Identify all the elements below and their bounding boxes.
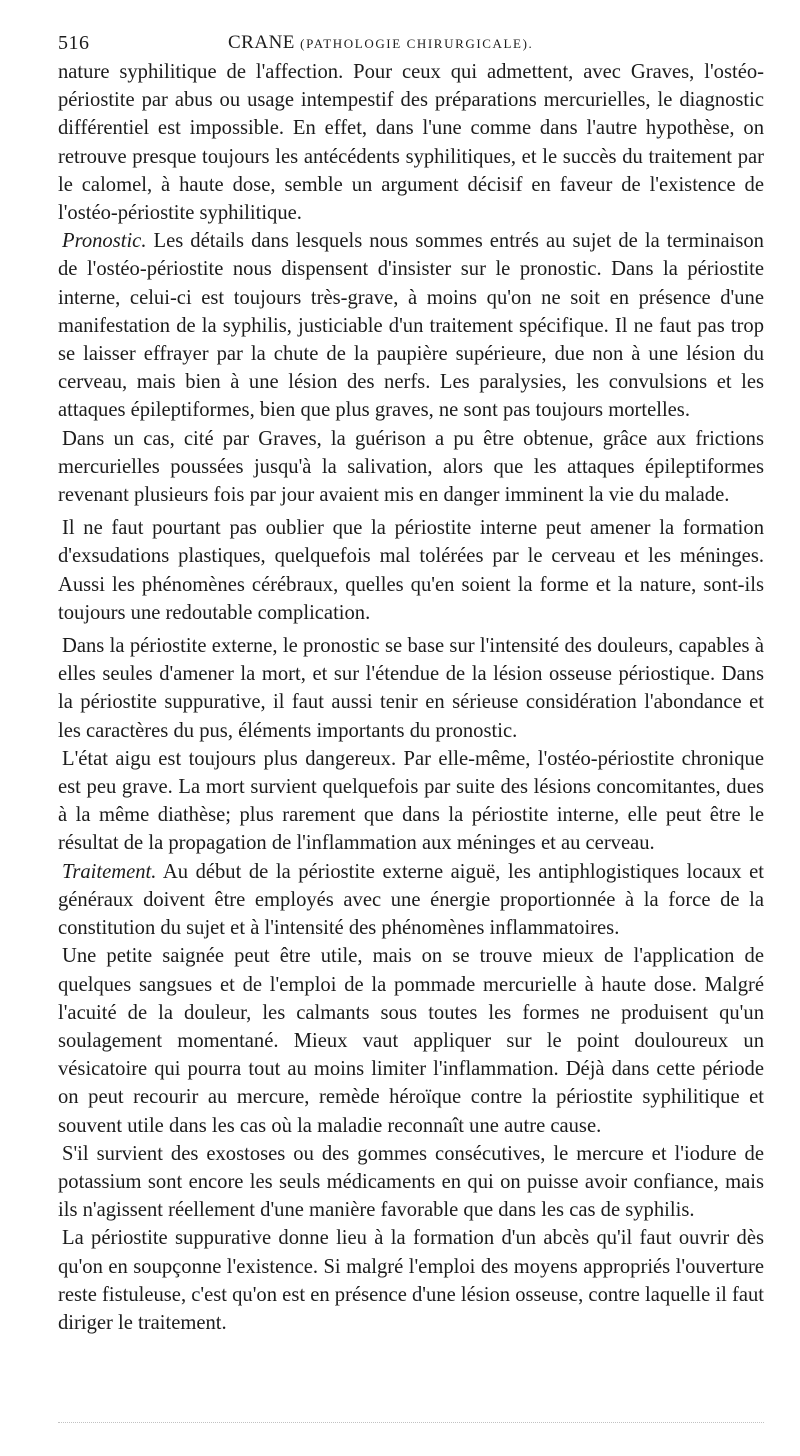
section-heading-pronostic: Pronostic. xyxy=(62,230,147,253)
running-title-main: CRANE xyxy=(228,32,295,53)
paragraph-periostite-externe: Dans la périostite externe, le pronostic se base sur l'intensité des douleurs, capables à elles seules d'amener la mort, et sur l'étendue de la lésion osseuse périostique. Dans la périostite suppurative, il faut aussi tenir en sérieuse considération l'abondance et les caractères du pus, éléments importants du pronostic. xyxy=(58,635,764,742)
bleed-through-line xyxy=(58,1422,764,1425)
paragraph-graves-case: Dans un cas, cité par Graves, la guérison a pu être obtenue, grâce aux frictions mercurielles poussées jusqu'à la salivation, alors que les attaques épileptiformes revenant plusieurs fois par jour avaient mis en danger imminent la vie du malade. xyxy=(58,427,764,507)
paragraph-saignee: Une petite saignée peut être utile, mais on se trouve mieux de l'application de quelques sangsues et de l'emploi de la pommade mercurielle à haute dose. Malgré l'acuité de la douleur, les calmants sous toutes les formes ne produisent qu'un soulagement momentané. Mieux vaut appliquer sur le point douloureux un vésicatoire qui pourra tout au moins limiter l'inflammation. Déjà dans cette période on peut recourir au mercure, remède héroïque contre la périostite syphilitique et souvent utile dans les cas où la maladie reconnaît une autre cause. xyxy=(58,945,764,1137)
paragraph-etat-aigu: L'état aigu est toujours plus dangereux. Par elle-même, l'ostéo-périostite chronique est peu grave. La mort survient quelquefois par suite des lésions concomitantes, dues à la même diathèse; plus rarement que dans la périostite interne, elle peut être le résultat de la propagation de l'inflammation aux méninges et au cerveau. xyxy=(58,747,764,855)
running-title xyxy=(228,32,533,54)
paragraph-traitement: Traitement. Au début de la périostite externe aiguë, les antiphlogistiques locaux et généraux doivent être employés avec une énergie proportionnée à la force de la constitution du sujet et à l'intensité des phénomènes inflammatoires. xyxy=(58,860,765,940)
paragraph-periostite-interne: Il ne faut pourtant pas oublier que la périostite interne peut amener la formation d'exsudations plastiques, quelquefois mal tolérées par le cerveau et les méninges. Aussi les phénomènes cérébraux, quelles qu'en soient la forme et la nature, sont-ils toujours une redoutable complication. xyxy=(58,517,764,624)
paragraph-diagnostic-end: nature syphilitique de l'affection. Pour ceux qui admettent, avec Graves, l'ostéo-périostite par abus ou usage intempestif des préparations mercurielles, le diagnostic différentiel est impossible. En effet, dans l'une comme dans l'autre hypothèse, on retrouve presque toujours les antécédents syphilitiques, et le succès du traitement par le calomel, à haute dose, semble un argument décisif en faveur de l'existence de l'ostéo-périostite syphilitique. xyxy=(58,61,764,225)
running-title-subtitle: (PATHOLOGIE CHIRURGICALE). xyxy=(300,36,534,51)
paragraph-pronostic: Pronostic. Les détails dans lesquels nous sommes entrés au sujet de la terminaison de l'ostéo-périostite nous dispensent d'insister sur le pronostic. Dans la périostite interne, celui-ci est toujours très-grave, à moins qu'on ne soit en présence d'une manifestation de la syphilis, justiciable d'un traitement spécifique. Il ne faut pas trop se laisser effrayer par la chute de la paupière supérieure, due non à une lésion du cerveau, mais bien à une lésion des nerfs. Les paralysies, les convulsions et les attaques épileptiformes, bien que plus graves, ne sont pas toujours mortelles. xyxy=(58,230,764,422)
paragraph-suppurative: La périostite suppurative donne lieu à la formation d'un abcès qu'il faut ouvrir dès qu'on en soupçonne l'existence. Si malgré l'emploi des moyens appropriés l'ouverture reste fistuleuse, c'est qu'on est en présence d'une lésion osseuse, contre laquelle il faut diriger le traitement. xyxy=(58,1227,764,1334)
paragraph-exostoses: S'il survient des exostoses ou des gommes consécutives, le mercure et l'iodure de potassium sont encore les seuls médicaments en qui on puisse avoir confiance, mais ils n'agissent réellement d'une manière favorable que dans les cas de syphilis. xyxy=(58,1142,764,1222)
section-heading-traitement: Traitement. xyxy=(62,860,157,883)
body-text xyxy=(58,58,764,1337)
page-number: 516 xyxy=(58,32,90,54)
running-head xyxy=(58,24,764,58)
